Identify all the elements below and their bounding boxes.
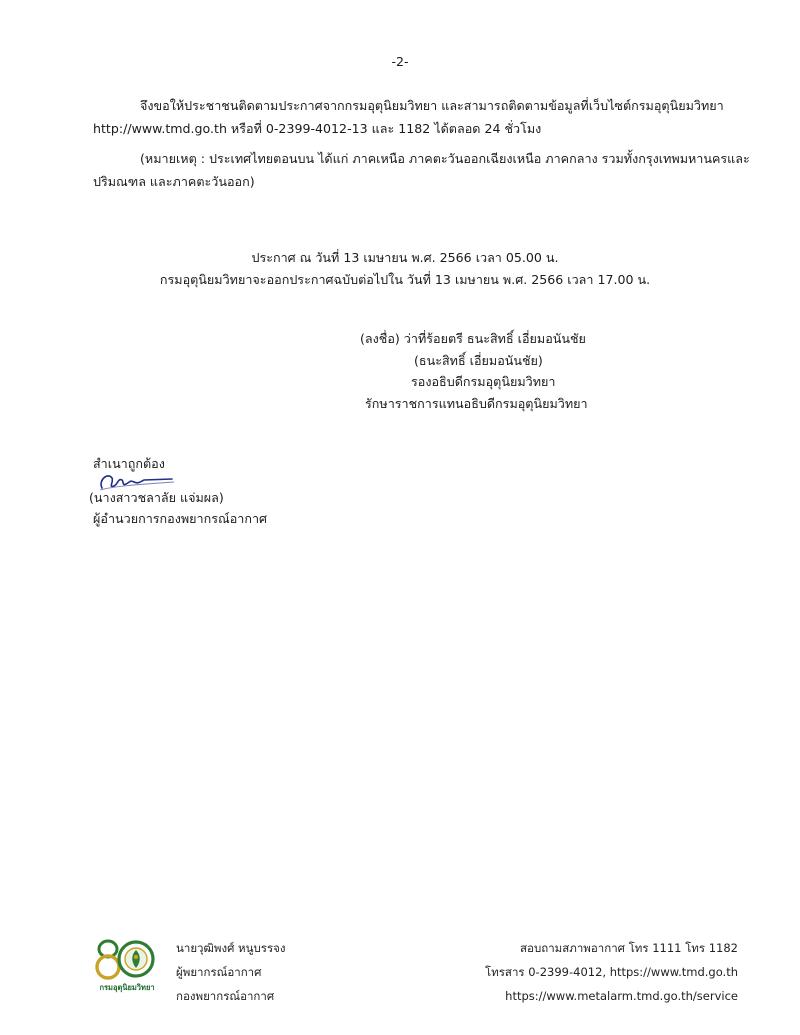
- copy-certified-label: สำเนาถูกต้อง: [93, 456, 165, 471]
- contact-service-url: https://www.metalarm.tmd.go.th/service: [505, 989, 738, 1003]
- footer-forecaster: [176, 936, 286, 1008]
- signatory-name: (ธนะสิทธิ์ เอี่ยมอนันชัย): [414, 353, 543, 368]
- paragraph-1-line-1: จึงขอให้ประชาชนติดตามประกาศจากกรมอุตุนิยมวิทยา และสามารถติดตามข้อมูลที่เว็บไซต์กรมอุตุนิยมวิทยา: [140, 98, 724, 113]
- signatory-position-2: รักษาราชการแทนอธิบดีกรมอุตุนิยมวิทยา: [365, 396, 588, 411]
- page-number: -2-: [391, 54, 409, 69]
- forecaster-division: กองพยากรณ์อากาศ: [176, 989, 275, 1003]
- forecaster-title: ผู้พยากรณ์อากาศ: [176, 965, 262, 979]
- contact-fax-website: โทรสาร 0-2399-4012, https://www.tmd.go.th: [485, 965, 738, 979]
- tmd-logo-icon: [92, 935, 162, 983]
- note-line-2: ปริมณฑล และภาคตะวันออก): [93, 174, 255, 189]
- signatory-position-1: รองอธิบดีกรมอุตุนิยมวิทยา: [411, 374, 556, 389]
- copy-certified-position: ผู้อำนวยการกองพยากรณ์อากาศ: [93, 511, 268, 526]
- paragraph-1-line-2: http://www.tmd.go.th หรือที่ 0-2399-4012-13 และ 1182 ได้ตลอด 24 ชั่วโมง: [93, 121, 542, 136]
- logo-caption: กรมอุตุนิยมวิทยา: [99, 983, 155, 992]
- copy-certified-name: (นางสาวชลาลัย แจ่มผล): [89, 490, 224, 505]
- footer-contact: [485, 936, 738, 1008]
- announcement-date: ประกาศ ณ วันที่ 13 เมษายน พ.ศ. 2566 เวลา 05.00 น.: [251, 250, 559, 265]
- tmd-80th-logo: [92, 935, 162, 997]
- next-announcement: กรมอุตุนิยมวิทยาจะออกประกาศฉบับต่อไปใน วันที่ 13 เมษายน พ.ศ. 2566 เวลา 17.00 น.: [159, 272, 651, 287]
- signatory-signed: (ลงชื่อ) ว่าที่ร้อยตรี ธนะสิทธิ์ เอี่ยมอนันชัย: [360, 331, 586, 346]
- note-line-1: (หมายเหตุ : ประเทศไทยตอนบน ได้แก่ ภาคเหนือ ภาคตะวันออกเฉียงเหนือ ภาคกลาง รวมทั้งกรุงเทพมหานครและ: [140, 151, 750, 166]
- forecaster-name: นายวุฒิพงศ์ หนูบรรจง: [176, 941, 286, 955]
- contact-phone: สอบถามสภาพอากาศ โทร 1111 โทร 1182: [520, 941, 738, 955]
